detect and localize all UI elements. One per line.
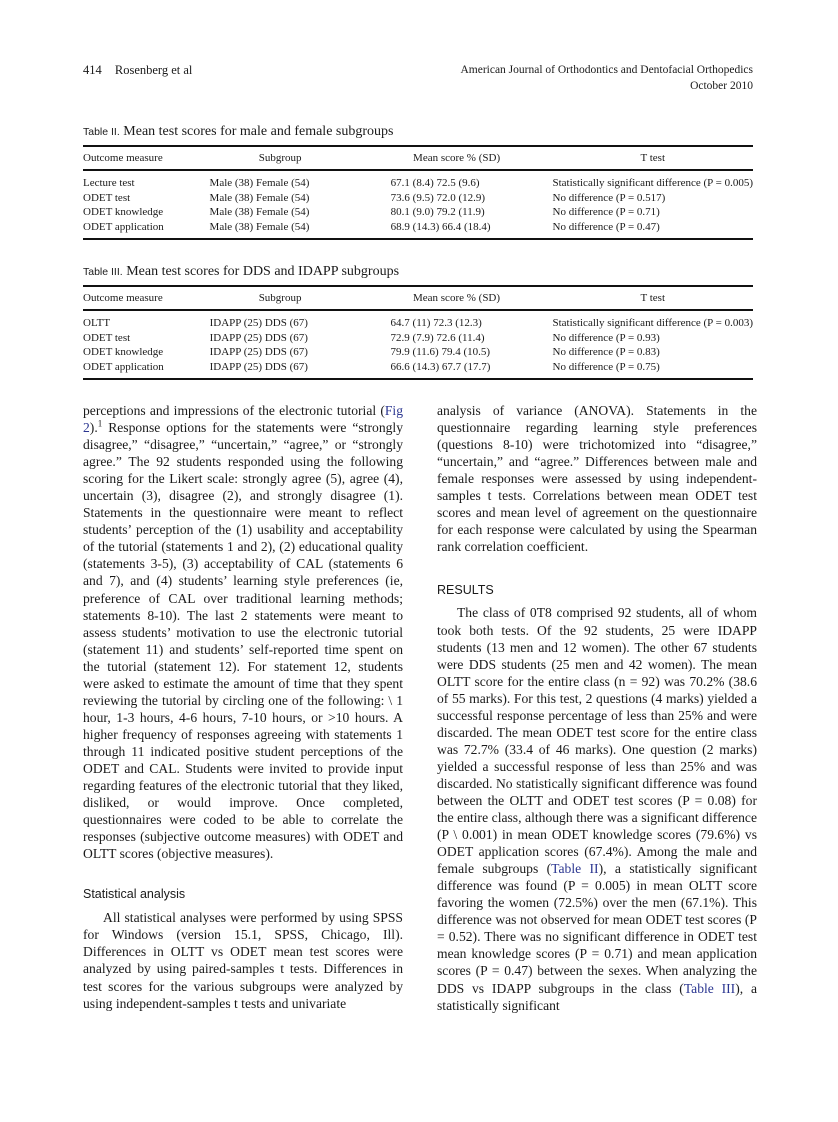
cell-mean: 79.9 (11.6) 79.4 (10.5) (390, 346, 491, 358)
figure-2-link[interactable]: Fig 2 (83, 403, 403, 436)
table-3-link[interactable]: Table III (683, 980, 736, 996)
col-header-subgroup: Subgroup (210, 286, 391, 310)
cell-mean: 72.9 (7.9) 72.6 (11.4) (390, 331, 485, 344)
cell-subgroup: IDAPP (25) DDS (67) (209, 331, 308, 344)
cell-ttest: No difference (P = 0.83) (552, 346, 660, 358)
running-header-right (460, 62, 753, 94)
col-header-outcome: Outcome measure (83, 286, 210, 310)
table-2 (83, 124, 753, 240)
cell-subgroup: Male (38) Female (54) (209, 220, 310, 233)
cell-outcome: Lecture test (83, 177, 135, 189)
cell-outcome: ODET test (83, 331, 131, 344)
cell-ttest: No difference (P = 0.93) (552, 331, 660, 344)
table-2-caption (83, 124, 753, 140)
table-row (83, 191, 753, 206)
text-run: ), a statistically significant difference was found (P = 0.005) in mean OLTT score favoring the women (72.5%) over the men (67.1%). This difference was not observed for mean ODET test scores (P = 0.52). There was no significant difference in ODET test mean knowledge scores (P = 0.71) and mean application scores (P = 0.47) between the sexes. When analyzing the DDS vs IDAPP subgroups in the class ( (437, 861, 757, 996)
col-header-ttest: T test (553, 146, 754, 170)
table-row (83, 310, 753, 331)
reference-1-superscript[interactable]: 1 (97, 418, 103, 429)
cell-ttest: Statistically significant difference (P = 0.003) (552, 317, 753, 329)
cell-outcome: ODET knowledge (83, 206, 164, 218)
cell-ttest: Statistically significant difference (P = 0.005) (552, 177, 753, 189)
table-header-row (83, 286, 753, 310)
running-header-left (83, 63, 192, 78)
cell-outcome: ODET application (83, 220, 164, 233)
cell-outcome: ODET knowledge (83, 346, 164, 358)
table-2-title: Mean test scores for male and female subgroups (123, 124, 394, 139)
table-2-label: Table II. (83, 126, 120, 138)
cell-ttest: No difference (P = 0.517) (552, 191, 666, 204)
cell-subgroup: Male (38) Female (54) (209, 177, 310, 189)
journal-title: American Journal of Orthodontics and Dentofacial Orthopedics (460, 64, 753, 76)
cell-outcome: ODET test (83, 191, 131, 204)
table-row (83, 345, 753, 360)
cell-mean: 66.6 (14.3) 67.7 (17.7) (390, 360, 491, 373)
col-header-mean: Mean score % (SD) (391, 146, 553, 170)
table-3-caption (83, 264, 753, 280)
table-2-link[interactable]: Table II (551, 861, 599, 877)
table-2-grid (83, 145, 753, 240)
table-row (83, 220, 753, 240)
cell-subgroup: Male (38) Female (54) (209, 206, 310, 218)
cell-subgroup: IDAPP (25) DDS (67) (209, 360, 308, 373)
cell-outcome: OLTT (83, 317, 111, 329)
text-run: perceptions and impressions of the electronic tutorial ( (83, 403, 385, 418)
table-3-grid (83, 285, 753, 380)
table-row (83, 170, 753, 191)
body-paragraph (437, 604, 757, 1013)
cell-subgroup: IDAPP (25) DDS (67) (209, 317, 308, 329)
body-paragraph: All statistical analyses were performed by using SPSS for Windows (version 15.1, SPSS, Chicago, Ill). Differences in OLTT vs ODET mean test scores were analyzed by using paired-samples t tests. Differences in test scores for the various subgroups were analyzed by using independent-samples t tests and univariate (83, 910, 403, 1011)
cell-ttest: No difference (P = 0.47) (552, 220, 660, 233)
table-row (83, 205, 753, 220)
col-header-mean: Mean score % (SD) (391, 286, 553, 310)
cell-subgroup: Male (38) Female (54) (209, 191, 310, 204)
cell-mean: 68.9 (14.3) 66.4 (18.4) (390, 220, 491, 233)
cell-subgroup: IDAPP (25) DDS (67) (209, 346, 308, 358)
table-header-row (83, 146, 753, 170)
text-run: ). (89, 420, 98, 436)
left-column (83, 402, 403, 1012)
table-3-label: Table III. (83, 266, 123, 278)
text-run: Response options for the statements were “strongly disagree,” “disagree,” “uncertain,” “agree,” or “strongly agree.” The 92 students responded using the following scoring for the Likert scale: strongly agree (5), agree (4), uncertain (3), disagree (2), and strongly disagree (1). Statements in the questionnaire were meant to reflect students’ perception of the (1) usability and acceptability of the tutorial (statements 1 and 2), (2) educational quality (statements 3-5), (3) acceptability of CAL (statements 6 and 7), and (4) students’ learning style preferences (ie, preference of CAL over traditional learning methods; statements 8-10). The last 2 statements were meant to assess students’ motivation to use the electronic tutorial (statement 11) and students’ self-reported time spent on the tutorial (statement 12). For statement 12, students were asked to estimate the amount of time that they spent reviewing the tutorial by circling one of the following: \ 1 hour, 1-3 hours, 4-6 hours, 7-10 hours, or >10 hours. A higher frequency of responses agreeing with statements 1 through 11 indicated positive student perceptions of the ODET and CAL. Students were invited to provide input regarding features of the electronic tutorial that they liked, disliked, or would improve. Once completed, questionnaires were coded to be able to correlate the responses (subjective outcome measures) with ODET and OLTT scores (objective measures). (83, 420, 403, 862)
body-paragraph: analysis of variance (ANOVA). Statements in the questionnaire regarding learning style preferences (questions 8-10) were trichotomized into “disagree,” “uncertain,” and “agree.” Differences between male and female responses were assessed by using independent-samples t tests. Correlations between mean ODET test scores and mean level of agreement on the questionnaire for each response were calculated by using the Spearman rank correlation coefficient. (437, 403, 757, 555)
table-3 (83, 264, 753, 380)
section-heading-statistical-analysis: Statistical analysis (83, 887, 186, 902)
section-heading-results: RESULTS (437, 583, 494, 598)
text-run: The class of 0T8 comprised 92 students, all of whom took both tests. Of the 92 students, 25 were IDAPP students (13 men and 12 women). The other 67 students were DDS students (25 men and 42 women). The mean OLTT score for the entire class (n = 92) was 70.2% (38.6 of 55 marks). For this test, 2 questions (4 marks) yielded a successful response percentage of less than 25% and were discarded. The mean ODET test score for the entire class was 72.7% (33.4 of 46 marks). One question (2 marks) yielded a successful response of less than 25% and was discarded. No statistically significant difference was found between the OLTT and ODET test scores (P = 0.08) for the entire class, although there was a significant difference (P \ 0.001) in mean ODET knowledge scores (79.6%) vs ODET application scores (67.4%). Among the male and female subgroups ( (437, 605, 757, 877)
page-number: 414 (83, 63, 102, 77)
cell-outcome: ODET application (83, 360, 164, 373)
cell-mean: 64.7 (11) 72.3 (12.3) (390, 317, 482, 329)
table-3-title: Mean test scores for DDS and IDAPP subgroups (126, 264, 400, 279)
cell-ttest: No difference (P = 0.75) (552, 360, 660, 373)
cell-mean: 67.1 (8.4) 72.5 (9.6) (390, 177, 480, 189)
right-column (437, 402, 757, 1014)
body-paragraph (83, 402, 403, 862)
cell-ttest: No difference (P = 0.71) (552, 206, 660, 218)
table-row (83, 360, 753, 380)
journal-issue: October 2010 (690, 80, 753, 92)
col-header-subgroup: Subgroup (210, 146, 391, 170)
cell-mean: 80.1 (9.0) 79.2 (11.9) (390, 206, 485, 218)
cell-mean: 73.6 (9.5) 72.0 (12.9) (390, 191, 486, 204)
text-run: ), a statistically significant (437, 980, 757, 1013)
col-header-ttest: T test (553, 286, 754, 310)
col-header-outcome: Outcome measure (83, 146, 210, 170)
author-line: Rosenberg et al (114, 63, 193, 77)
table-row (83, 331, 753, 346)
